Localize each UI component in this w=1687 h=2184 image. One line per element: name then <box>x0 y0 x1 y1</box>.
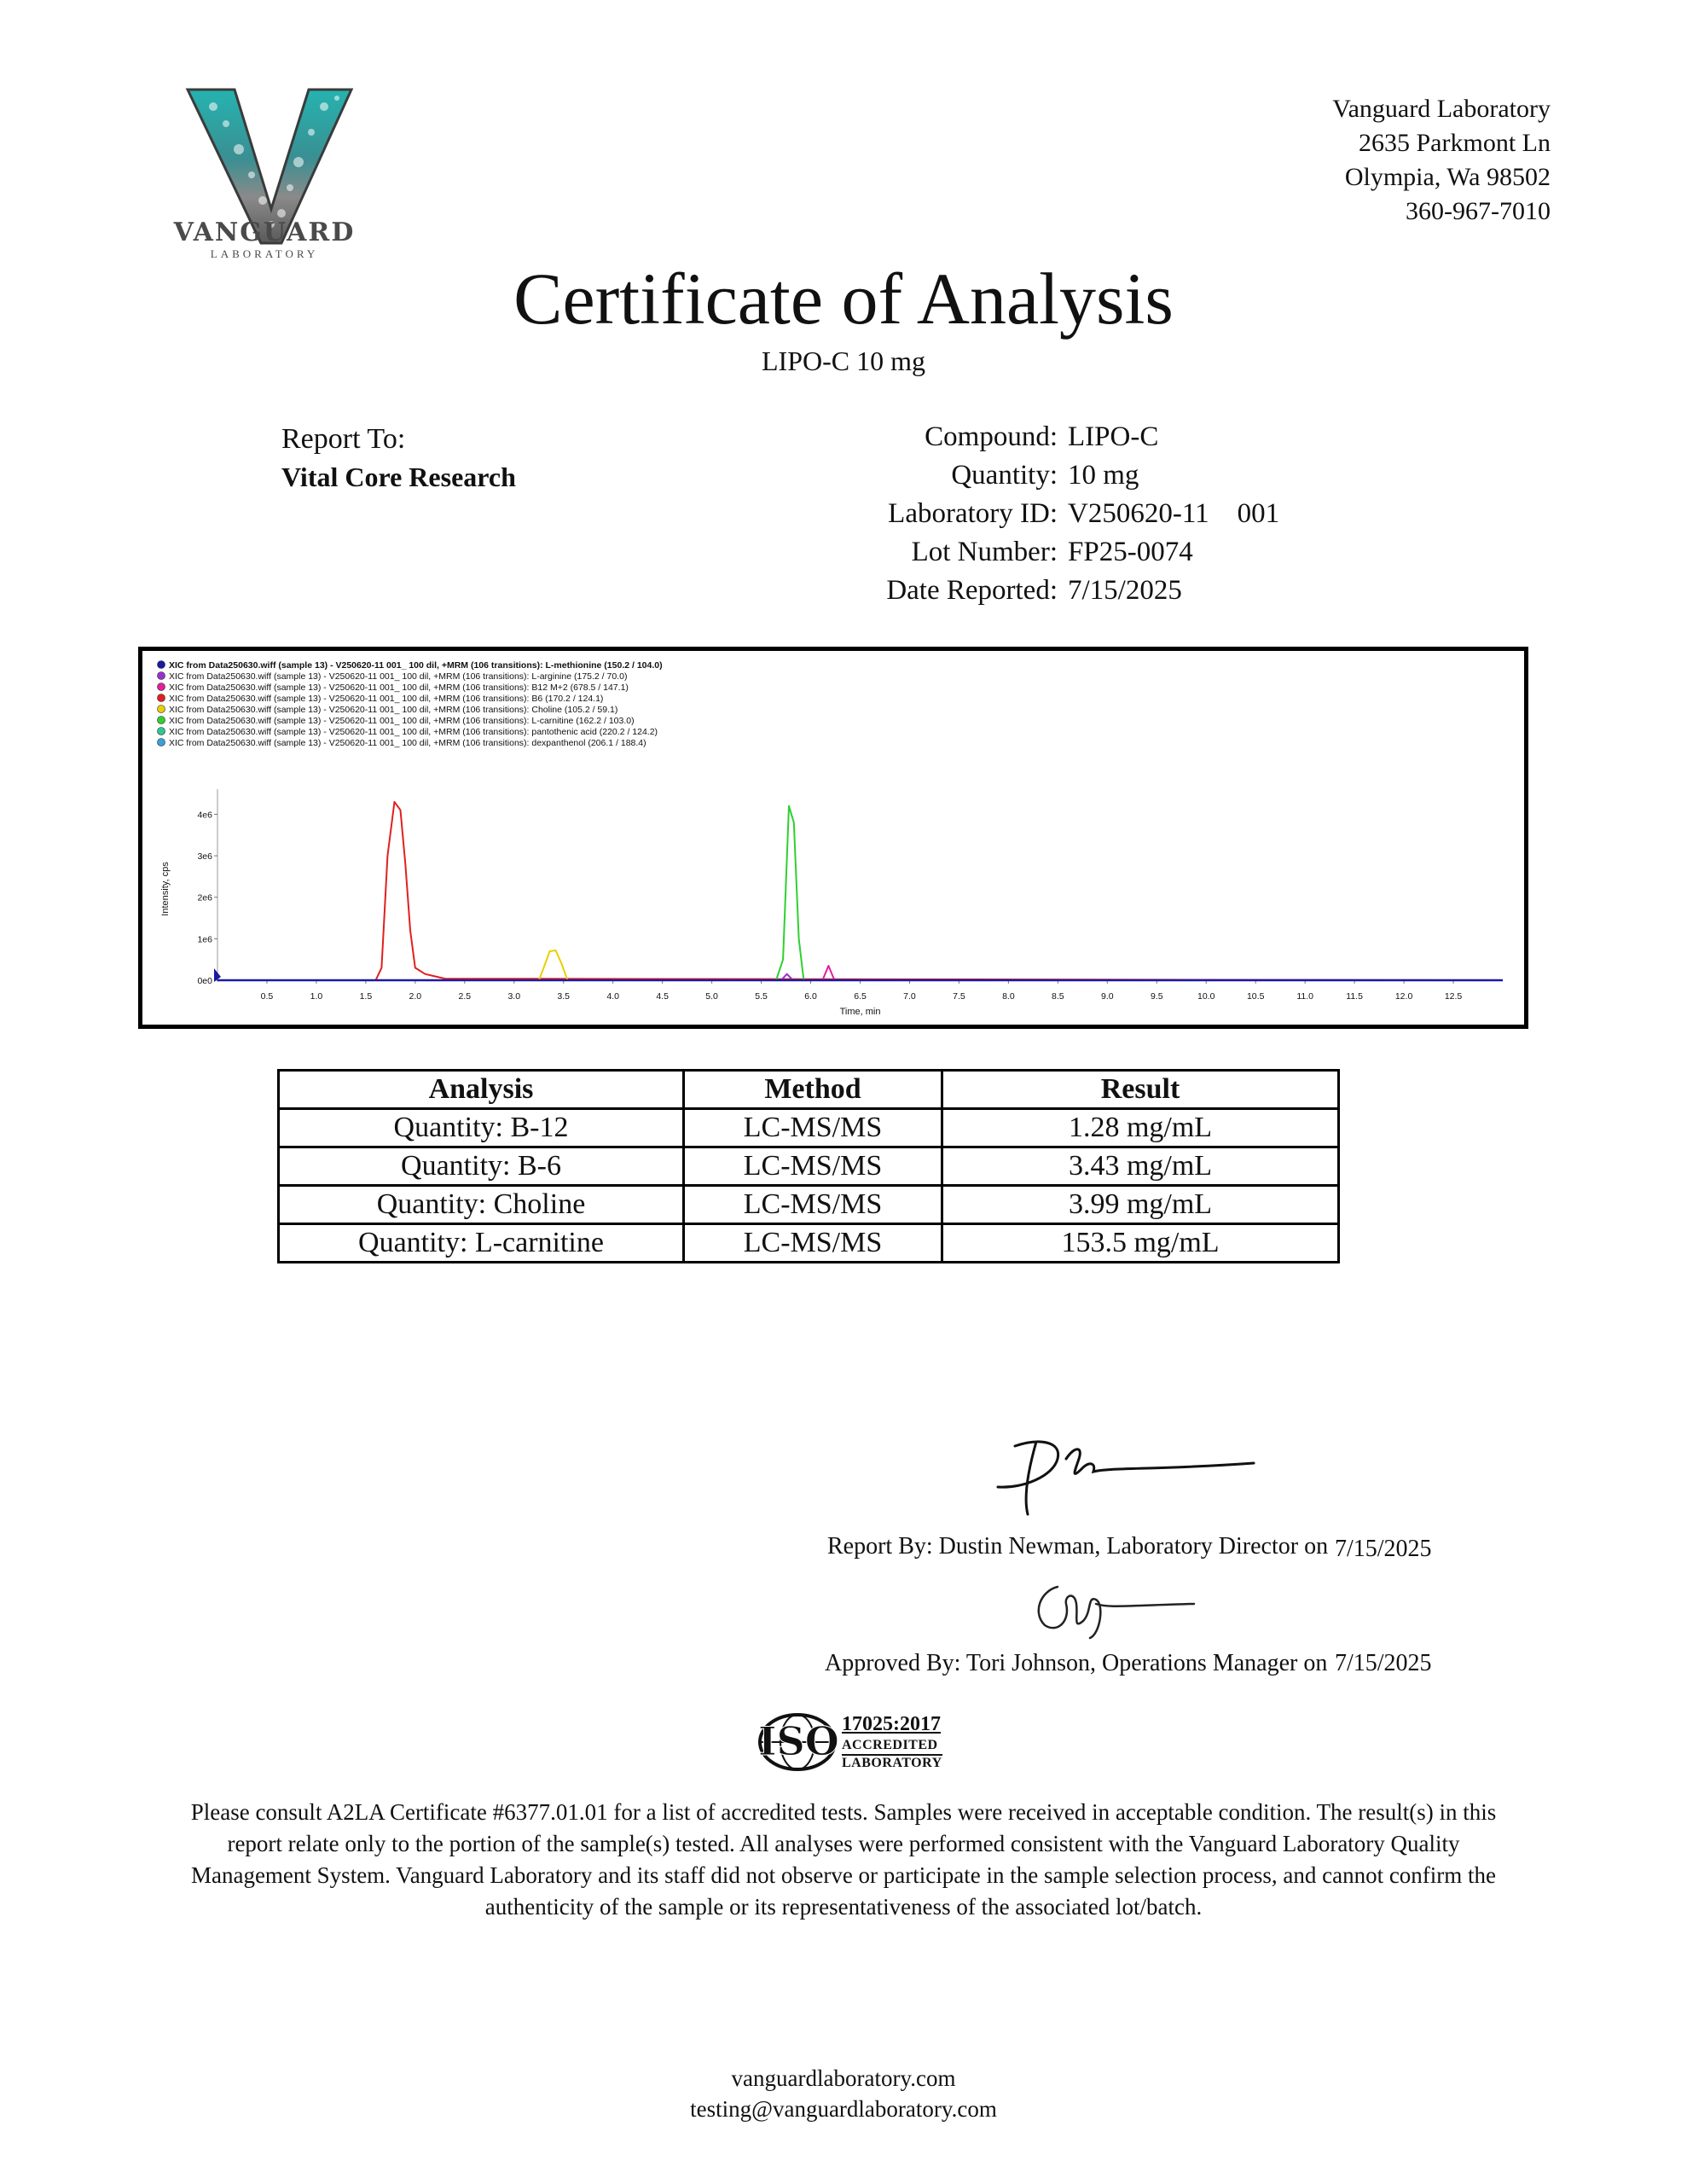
x-tick-label: 2.0 <box>409 991 422 1002</box>
y-tick-label: 2e6 <box>197 892 212 903</box>
x-tick-label: 10.0 <box>1197 991 1215 1002</box>
logo-wordmark: VANGUARD <box>173 218 356 247</box>
legend-entry: XIC from Data250630.wiff (sample 13) - V250620-11 001_ 100 dil, +MRM (106 transitions): pantothenic acid (220.2 / 124.2) <box>169 727 658 737</box>
disclaimer-line: Management System. Vanguard Laboratory and its staff did not observe or participate in the sample selection process, and cannot confirm the <box>190 1862 1497 1888</box>
iso-laboratory-text: LABORATORY <box>842 1756 942 1770</box>
cell-method: LC-MS/MS <box>684 1109 942 1147</box>
legend-marker <box>158 672 165 680</box>
footer-website[interactable]: vanguardlaboratory.com <box>731 2065 956 2091</box>
x-tick-label: 10.5 <box>1246 991 1265 1002</box>
header-result: Result <box>942 1071 1339 1109</box>
iso-accreditation-badge <box>755 1711 951 1774</box>
vanguard-logo <box>162 81 384 264</box>
disclaimer-line: report relate only to the portion of the sample(s) tested. All analyses were performed consistent with the Vanguard Laboratory Quality <box>227 1831 1460 1856</box>
x-tick-label: 11.5 <box>1346 991 1363 1002</box>
lab-address <box>1332 92 1551 229</box>
detail-label: Laboratory ID: <box>888 498 1058 529</box>
legend-marker <box>158 694 165 702</box>
x-tick-label: 1.0 <box>310 991 323 1002</box>
cell-result: 153.5 mg/mL <box>942 1224 1339 1263</box>
report-by-date: 7/15/2025 <box>1335 1536 1432 1562</box>
x-tick-label: 5.5 <box>755 991 768 1002</box>
x-tick-label: 5.0 <box>705 991 718 1002</box>
x-tick-label: 6.0 <box>804 991 817 1002</box>
x-tick-label: 4.5 <box>656 991 669 1002</box>
x-tick-label: 3.5 <box>557 991 571 1002</box>
x-tick-label: 1.5 <box>359 991 373 1002</box>
legend-marker <box>158 661 165 669</box>
y-tick-label: 3e6 <box>197 851 212 863</box>
header-method: Method <box>684 1071 942 1109</box>
director-signature <box>989 1420 1262 1523</box>
x-tick-label: 0.5 <box>260 991 274 1002</box>
chromatogram-svg <box>142 651 1524 1025</box>
y-tick-label: 4e6 <box>197 810 212 821</box>
detail-label: Lot Number: <box>911 537 1058 567</box>
detail-label: Date Reported: <box>886 575 1058 606</box>
x-tick-label: 3.0 <box>507 991 521 1002</box>
footer-email[interactable]: testing@vanguardlaboratory.com <box>690 2096 997 2122</box>
legend-marker <box>158 717 165 724</box>
x-tick-label: 2.5 <box>458 991 472 1002</box>
table-header-row <box>279 1071 1339 1109</box>
iso-standard-number: 17025:2017 <box>842 1713 941 1735</box>
approved-by-text: Approved By: Tori Johnson, Operations Manager on <box>825 1650 1328 1676</box>
legend-marker <box>158 728 165 735</box>
detail-label: Compound: <box>925 421 1058 452</box>
sample-details <box>768 418 1279 610</box>
x-tick-label: 6.5 <box>854 991 867 1002</box>
footer <box>0 2063 1687 2124</box>
x-tick-label: 7.0 <box>903 991 916 1002</box>
legend-entry: XIC from Data250630.wiff (sample 13) - V250620-11 001_ 100 dil, +MRM (106 transitions): L-methionine (150.2 / 104.0) <box>169 660 663 671</box>
detail-value: 10 mg <box>1068 460 1139 491</box>
cell-analysis: Quantity: B-12 <box>279 1109 684 1147</box>
lab-name: Vanguard Laboratory <box>1332 95 1551 123</box>
y-tick-label: 0e0 <box>197 976 212 986</box>
x-tick-label: 7.5 <box>953 991 965 1002</box>
legend-entry: XIC from Data250630.wiff (sample 13) - V250620-11 001_ 100 dil, +MRM (106 transitions): B12 M+2 (678.5 / 147.1) <box>169 682 629 693</box>
x-tick-label: 8.5 <box>1052 991 1064 1002</box>
table-row <box>279 1109 1339 1147</box>
disclaimer <box>154 1797 1533 1923</box>
legend-marker <box>158 683 165 691</box>
x-tick-label: 8.0 <box>1002 991 1015 1002</box>
iso-accredited-text: ACCREDITED <box>842 1738 938 1752</box>
page-title: Certificate of Analysis <box>513 258 1174 340</box>
report-to-label: Report To: <box>281 423 406 455</box>
legend-entry: XIC from Data250630.wiff (sample 13) - V250620-11 001_ 100 dil, +MRM (106 transitions): L-carnitine (162.2 / 103.0) <box>169 716 635 726</box>
series-line-choline <box>217 950 1503 980</box>
page-subtitle: LIPO-C 10 mg <box>762 346 925 376</box>
table-row <box>279 1224 1339 1263</box>
detail-row-date-reported <box>768 572 1279 610</box>
manager-signature <box>1023 1570 1211 1642</box>
legend-entry: XIC from Data250630.wiff (sample 13) - V250620-11 001_ 100 dil, +MRM (106 transitions): dexpanthenol (206.1 / 188.4) <box>169 738 646 748</box>
y-axis-title: Intensity, cps <box>160 862 171 916</box>
table-row <box>279 1186 1339 1224</box>
x-tick-label: 11.0 <box>1296 991 1313 1002</box>
x-tick-label: 9.0 <box>1101 991 1114 1002</box>
detail-row-quantity <box>768 456 1279 495</box>
series-line-l-carnitine <box>217 806 1503 980</box>
chromatogram-chart <box>138 647 1528 1029</box>
header-analysis: Analysis <box>279 1071 684 1109</box>
iso-mark: ISO <box>758 1718 839 1764</box>
legend-marker <box>158 739 165 746</box>
lab-phone: 360-967-7010 <box>1406 197 1551 225</box>
series-line-b6 <box>217 802 1503 980</box>
x-axis-title: Time, min <box>839 1007 881 1017</box>
cell-result: 3.43 mg/mL <box>942 1147 1339 1186</box>
x-tick-label: 9.5 <box>1150 991 1163 1002</box>
legend-entry: XIC from Data250630.wiff (sample 13) - V250620-11 001_ 100 dil, +MRM (106 transitions): Choline (105.2 / 59.1) <box>169 705 618 715</box>
series-line-b12-m-2 <box>217 966 1503 980</box>
results-table <box>277 1069 1340 1263</box>
x-tick-label: 12.5 <box>1444 991 1463 1002</box>
lab-city: Olympia, Wa 98502 <box>1344 163 1551 191</box>
cell-method: LC-MS/MS <box>684 1224 942 1263</box>
cell-analysis: Quantity: L-carnitine <box>279 1224 684 1263</box>
legend-entry: XIC from Data250630.wiff (sample 13) - V250620-11 001_ 100 dil, +MRM (106 transitions): L-arginine (175.2 / 70.0) <box>169 671 628 682</box>
cell-method: LC-MS/MS <box>684 1186 942 1224</box>
detail-value: LIPO-C <box>1068 421 1159 452</box>
detail-row-laboratory-id <box>768 495 1279 533</box>
detail-value: 7/15/2025 <box>1068 575 1182 606</box>
detail-label: Quantity: <box>951 460 1058 491</box>
legend-marker <box>158 706 165 713</box>
approved-by-date: 7/15/2025 <box>1335 1650 1432 1676</box>
detail-row-lot-number <box>768 533 1279 572</box>
lab-street: 2635 Parkmont Ln <box>1359 129 1551 157</box>
x-tick-label: 4.0 <box>606 991 619 1002</box>
cell-analysis: Quantity: B-6 <box>279 1147 684 1186</box>
table-row <box>279 1147 1339 1186</box>
logo-subtitle: LABORATORY <box>210 247 319 260</box>
disclaimer-line: Please consult A2LA Certificate #6377.01.01 for a list of accredited tests. Samples were received in acceptable condition. The result(s) in this <box>190 1799 1497 1825</box>
detail-value: V250620-11 001 <box>1068 498 1280 529</box>
cell-result: 1.28 mg/mL <box>942 1109 1339 1147</box>
cell-analysis: Quantity: Choline <box>279 1186 684 1224</box>
client-name: Vital Core Research <box>281 462 516 492</box>
detail-value: FP25-0074 <box>1068 537 1193 567</box>
report-by-text: Report By: Dustin Newman, Laboratory Director on <box>827 1533 1329 1560</box>
legend-entry: XIC from Data250630.wiff (sample 13) - V250620-11 001_ 100 dil, +MRM (106 transitions): B6 (170.2 / 124.1) <box>169 694 604 704</box>
cell-method: LC-MS/MS <box>684 1147 942 1186</box>
x-tick-label: 12.0 <box>1394 991 1413 1002</box>
y-tick-label: 1e6 <box>197 934 212 945</box>
detail-row-compound <box>768 418 1279 456</box>
cell-result: 3.99 mg/mL <box>942 1186 1339 1224</box>
disclaimer-line: authenticity of the sample or its representativeness of the associated lot/batch. <box>484 1894 1203 1920</box>
